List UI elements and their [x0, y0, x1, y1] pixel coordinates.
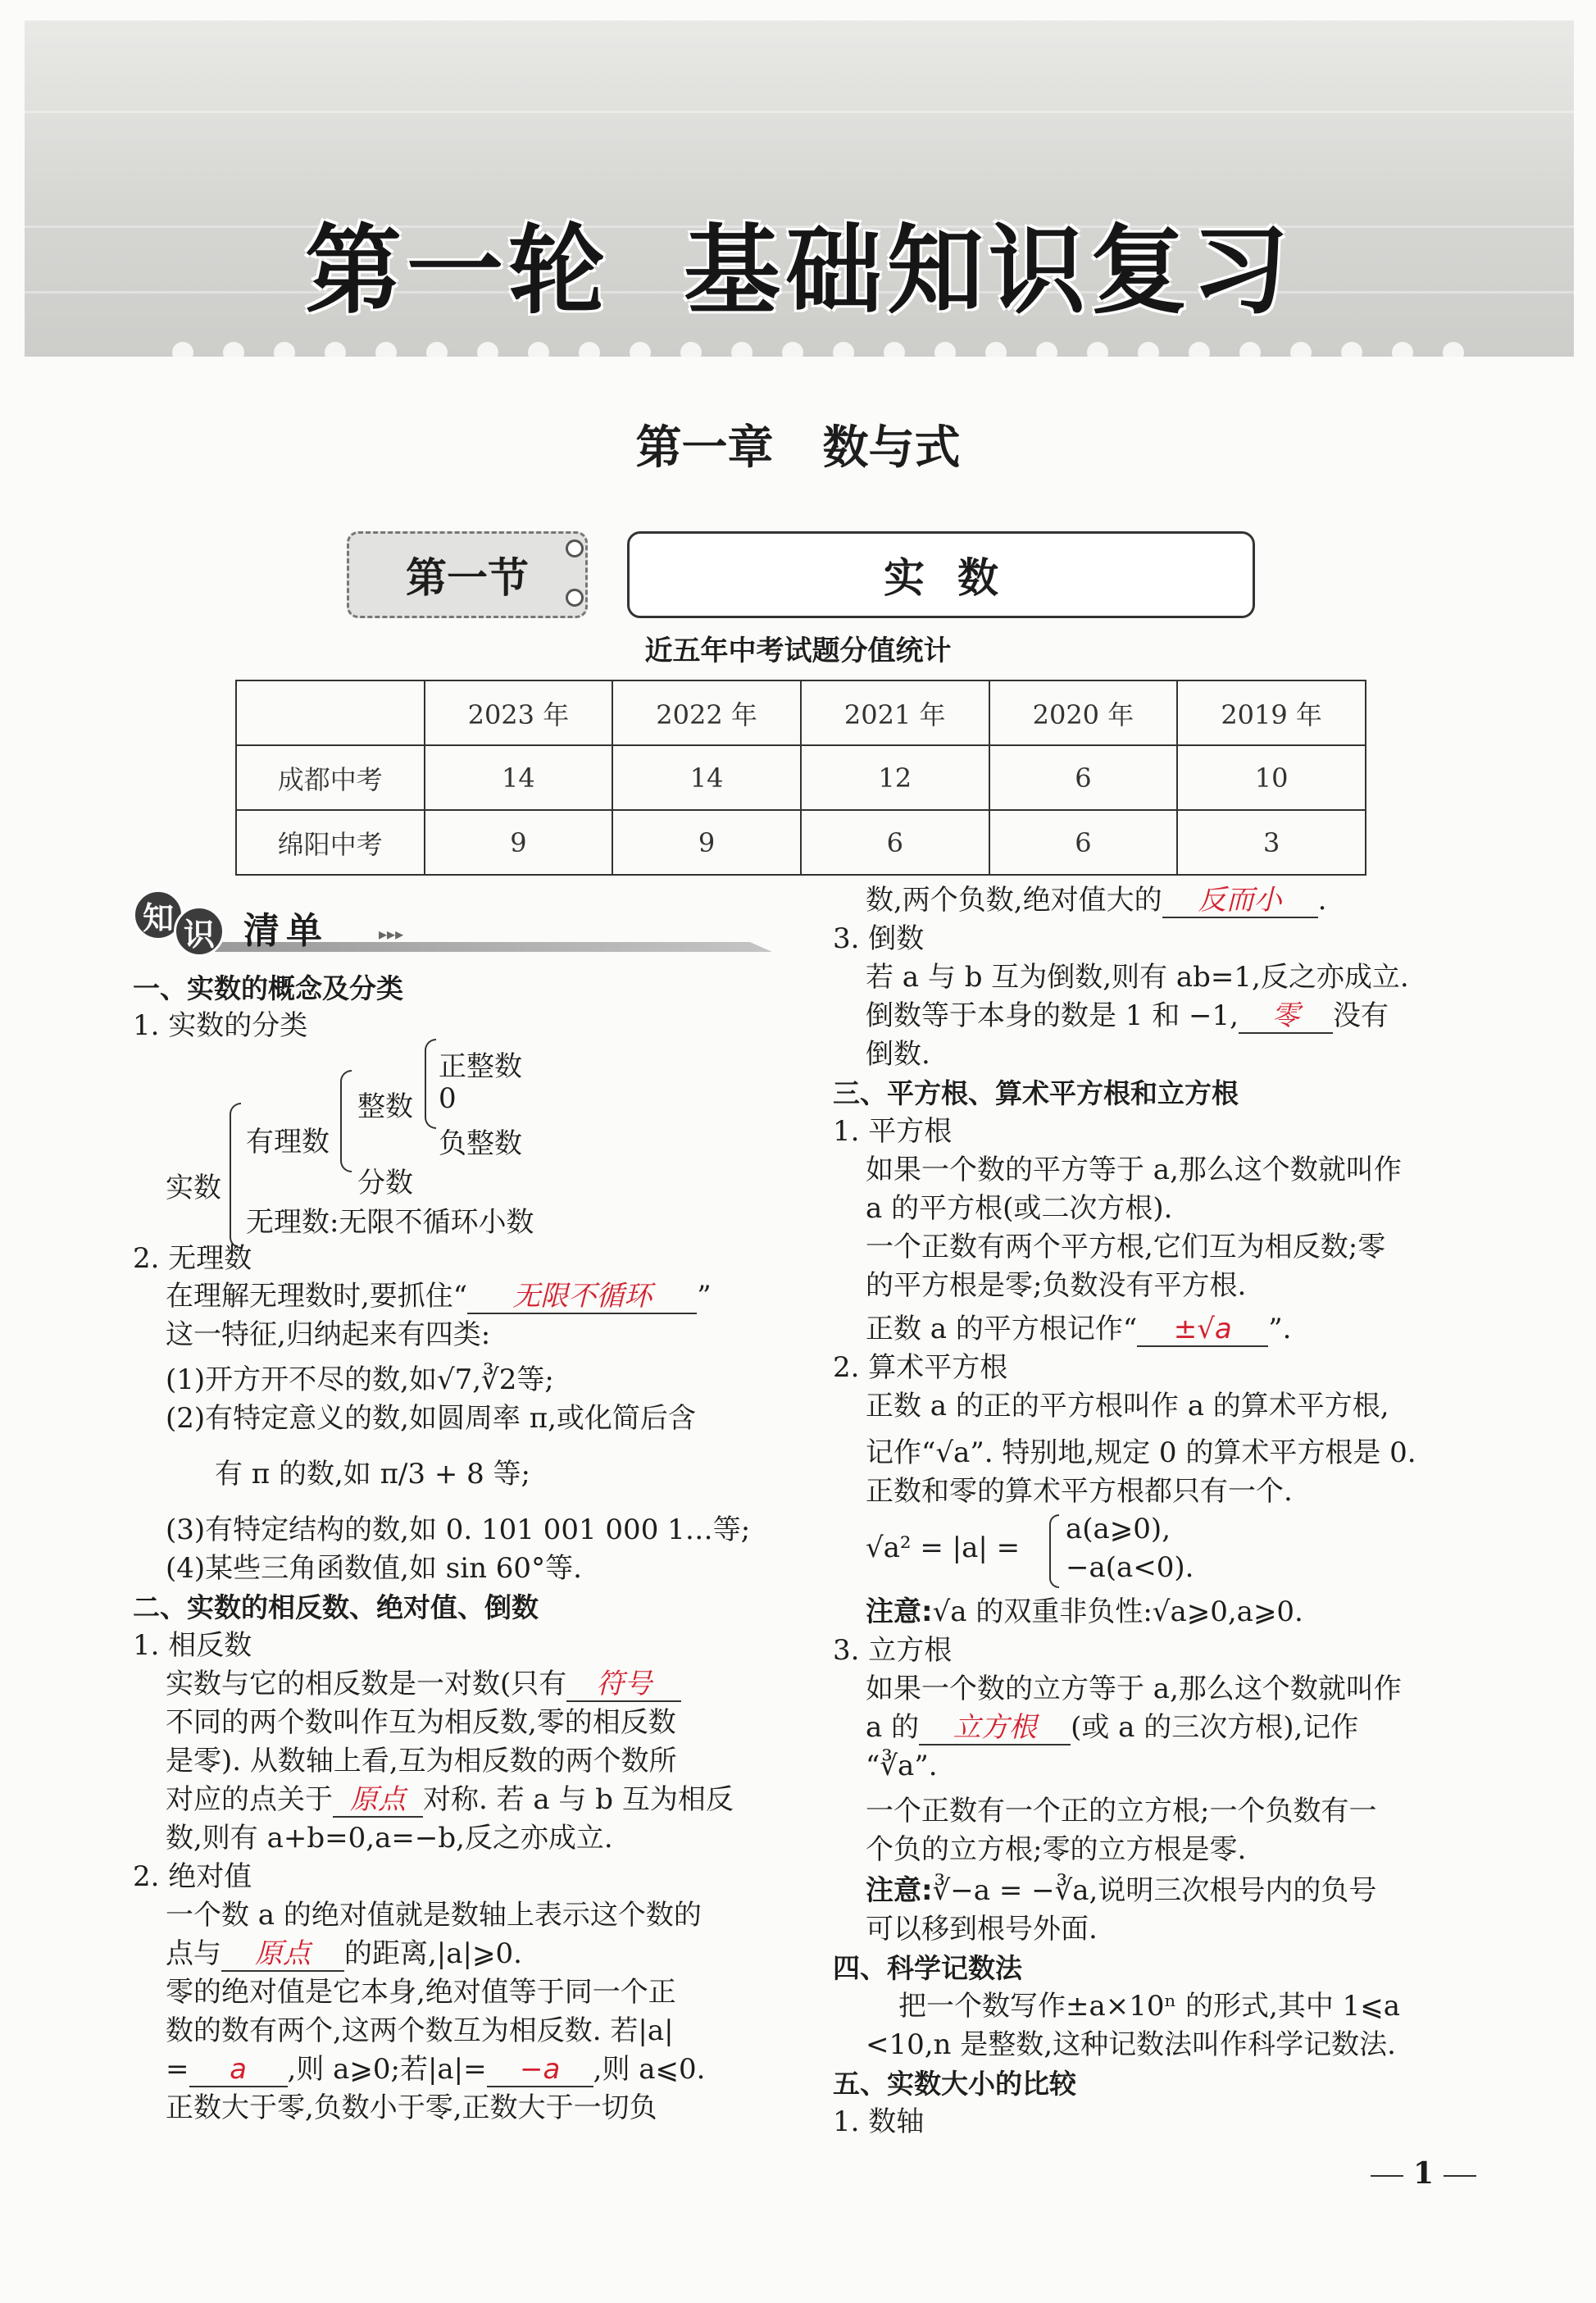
knowledge-circle-1: 知 [133, 890, 184, 940]
text-line: 有 π 的数,如 π/3 + 8 等; [215, 1458, 531, 1491]
text-line: 一个正数有两个平方根,它们互为相反数;零 [866, 1231, 1386, 1263]
text-fragment: ,则 a⩾0;若|a|= [287, 2053, 487, 2086]
text-fragment: 对应的点关于 [166, 1783, 333, 1816]
answer-blank: 原点 [221, 1937, 344, 1972]
text-line: 零的绝对值是它本身,绝对值等于同一个正 [166, 1976, 676, 2009]
heading-concepts: 一、实数的概念及分类 [133, 972, 403, 1004]
brace-icon [340, 1070, 352, 1172]
text-line: (3)有特定结构的数,如 0. 101 001 000 1…等; [166, 1513, 751, 1546]
note-cube-root [833, 1872, 1376, 1910]
text-fragment: = [166, 2053, 189, 2086]
brace-icon [425, 1039, 436, 1129]
banner-title [25, 193, 1574, 332]
text-fragment: ∛−a = −∛a,说明三次根号内的负号 [932, 1874, 1377, 1907]
text-fragment: 倒数等于本身的数是 1 和 −1, [866, 999, 1239, 1032]
subheading-cube-root: 3. 立方根 [833, 1634, 953, 1667]
text-line [133, 1781, 734, 1819]
text-fragment: 对称. 若 a 与 b 互为相反 [423, 1783, 734, 1816]
subheading-square-root: 1. 平方根 [833, 1115, 953, 1148]
heading-opposite-abs: 二、实数的相反数、绝对值、倒数 [133, 1591, 539, 1623]
text-fragment: ” [697, 1280, 712, 1313]
answer-blank: 无限不循环 [467, 1280, 697, 1314]
answer-blank: 反而小 [1162, 884, 1318, 918]
text-line: 正数大于零,负数小于零,正数大于一切负 [166, 2091, 657, 2124]
score-cell: 9 [612, 810, 801, 875]
tree-zero: 0 [439, 1082, 457, 1115]
arrows-icon: ▸▸▸ [379, 924, 404, 944]
answer-blank: 零 [1239, 999, 1333, 1034]
text-line [833, 881, 1326, 920]
tree-rational: 有理数 [246, 1126, 330, 1158]
score-cell: 14 [425, 745, 613, 810]
score-cell: 6 [989, 745, 1178, 810]
chapter-banner [25, 20, 1574, 357]
section-badge: 第一节 [347, 531, 588, 618]
answer-blank: −a [487, 2053, 593, 2087]
text-fragment: 实数与它的相反数是一对数(只有 [166, 1668, 567, 1700]
page-number-value: 1 [1413, 2156, 1435, 2191]
tree-real: 实数 [166, 1172, 221, 1204]
text-line: 如果一个数的平方等于 a,那么这个数就叫作 [866, 1154, 1402, 1186]
answer-blank: 符号 [566, 1668, 681, 1702]
chapter-name: 数与式 [822, 421, 961, 475]
chapter-title [0, 412, 1596, 477]
subheading-number-line: 1. 数轴 [833, 2105, 925, 2138]
text-line: 数的数有两个,这两个数互为相反数. 若|a| [166, 2014, 674, 2047]
note-nonneg [833, 1593, 1303, 1632]
text-line: 正数和零的算术平方根都只有一个. [866, 1475, 1293, 1508]
brace-icon [1049, 1514, 1059, 1588]
subheading-reciprocal: 3. 倒数 [833, 922, 925, 955]
answer-blank: a [189, 2053, 288, 2087]
heading-scientific-notation: 四、科学记数法 [833, 1952, 1022, 1984]
score-cell: 3 [1177, 810, 1366, 875]
text-line: 一个正数有一个正的立方根;一个负数有一 [866, 1795, 1377, 1827]
table-row [236, 745, 1366, 810]
knowledge-circle-2: 识 [174, 906, 225, 957]
text-line: 如果一个数的立方等于 a,那么这个数就叫作 [866, 1673, 1402, 1705]
text-line: a 的平方根(或二次方根). [866, 1192, 1173, 1225]
banner-texture [25, 111, 1574, 113]
subheading-absolute: 2. 绝对值 [133, 1860, 252, 1893]
tree-fraction: 分数 [357, 1167, 413, 1199]
ring-icon [566, 589, 584, 607]
text-line [133, 1935, 522, 1973]
row-label: 绵阳中考 [236, 810, 425, 875]
banner-title-part2: 基础知识复习 [684, 214, 1294, 327]
answer-blank: 原点 [333, 1783, 423, 1818]
chapter-number: 第一章 [635, 421, 774, 475]
text-line [133, 2050, 705, 2089]
text-fragment: (或 a 的三次方根),记作 [1071, 1711, 1359, 1744]
text-line: 倒数. [866, 1038, 930, 1071]
tree-integer: 整数 [357, 1090, 413, 1123]
formula-abs-root [833, 1529, 1020, 1568]
heading-roots: 三、平方根、算术平方根和立方根 [833, 1077, 1239, 1109]
tree-negative-integer: 负整数 [439, 1127, 522, 1160]
text-line: (1)开方开不尽的数,如√7,∛2等; [166, 1363, 554, 1396]
score-cell: 6 [989, 810, 1178, 875]
banner-title-part1: 第一轮 [304, 214, 610, 327]
text-fragment: 点与 [166, 1937, 221, 1970]
text-fragment: ,则 a⩽0. [593, 2053, 706, 2086]
table-header-row [236, 680, 1366, 745]
row-label: 成都中考 [236, 745, 425, 810]
text-line: 个负的立方根;零的立方根是零. [866, 1833, 1247, 1866]
text-line [833, 997, 1389, 1035]
text-fragment: 数,两个负数,绝对值大的 [866, 884, 1162, 917]
text-fragment: ”. [1268, 1313, 1292, 1345]
formula-case-2: −a(a<0). [1066, 1551, 1194, 1584]
text-line: 可以移到根号外面. [866, 1913, 1098, 1946]
knowledge-word: 清单 [243, 910, 329, 952]
heading-comparison: 五、实数大小的比较 [833, 2068, 1076, 2100]
text-fragment: 没有 [1332, 999, 1389, 1032]
table-corner-cell [236, 680, 425, 745]
formula-case-1: a(a⩾0), [1066, 1513, 1171, 1545]
text-fragment: a 的 [866, 1711, 920, 1744]
text-fragment: 在理解无理数时,要抓住“ [166, 1280, 468, 1313]
subheading-opposite: 1. 相反数 [133, 1629, 252, 1662]
score-cell: 9 [425, 810, 613, 875]
tree-positive-integer: 正整数 [439, 1050, 522, 1083]
formula-lhs: √a² = |a| = [866, 1532, 1021, 1564]
subheading-arithmetic-root: 2. 算术平方根 [833, 1351, 1008, 1384]
year-header: 2019 年 [1177, 680, 1366, 745]
text-line: <10,n 是整数,这种记数法叫作科学记数法. [866, 2028, 1396, 2061]
text-line: 正数 a 的正的平方根叫作 a 的算术平方根, [866, 1390, 1389, 1422]
text-line [833, 1709, 1358, 1747]
table-row [236, 810, 1366, 875]
note-label: 注意: [866, 1595, 933, 1628]
page-number [1361, 2156, 1486, 2191]
knowledge-list-banner [133, 890, 772, 963]
year-header: 2023 年 [425, 680, 613, 745]
stats-caption: 近五年中考试题分值统计 [644, 635, 952, 667]
subheading-classification: 1. 实数的分类 [133, 1009, 308, 1042]
text-line: 这一特征,归纳起来有四类: [166, 1318, 491, 1351]
binder-holes [172, 342, 1464, 357]
text-line: (2)有特定意义的数,如圆周率 π,或化简后含 [166, 1402, 696, 1435]
score-stats-table [235, 680, 1366, 876]
text-line: 数,则有 a+b=0,a=−b,反之亦成立. [166, 1822, 613, 1855]
score-cell: 12 [801, 745, 989, 810]
text-line: 一个数 a 的绝对值就是数轴上表示这个数的 [166, 1899, 702, 1932]
brace-icon [230, 1103, 241, 1249]
text-line: (4)某些三角函数值,如 sin 60°等. [166, 1552, 582, 1585]
text-line: 是零). 从数轴上看,互为相反数的两个数所 [166, 1745, 677, 1777]
tree-irrational: 无理数:无限不循环小数 [246, 1206, 534, 1239]
text-line: 的平方根是零;负数没有平方根. [866, 1269, 1247, 1302]
text-line: 不同的两个数叫作互为相反数,零的相反数 [166, 1706, 676, 1739]
text-fragment: √a 的双重非负性:√a⩾0,a⩾0. [932, 1595, 1303, 1628]
text-fragment: 的距离,|a|⩾0. [344, 1937, 522, 1970]
score-cell: 10 [1177, 745, 1366, 810]
text-line: 若 a 与 b 互为倒数,则有 ab=1,反之亦成立. [866, 961, 1409, 994]
text-line [133, 1665, 681, 1704]
text-line: 记作“√a”. 特别地,规定 0 的算术平方根是 0. [866, 1436, 1416, 1469]
year-header: 2020 年 [989, 680, 1178, 745]
year-header: 2021 年 [801, 680, 989, 745]
subheading-irrational: 2. 无理数 [133, 1242, 252, 1275]
ring-icon [566, 539, 584, 558]
text-line: “∛a”. [866, 1750, 938, 1782]
section-title: 实数 [627, 531, 1255, 618]
score-cell: 14 [612, 745, 801, 810]
score-cell: 6 [801, 810, 989, 875]
text-fragment: . [1317, 884, 1327, 917]
text-irrational-key [133, 1277, 712, 1316]
year-header: 2022 年 [612, 680, 801, 745]
note-label: 注意: [866, 1874, 933, 1907]
real-number-tree [156, 1037, 631, 1250]
answer-blank: ±√a [1137, 1313, 1268, 1347]
text-fragment: 正数 a 的平方根记作“ [866, 1313, 1138, 1345]
text-line [833, 1310, 1291, 1349]
text-line: 把一个数写作±a×10ⁿ 的形式,其中 1⩽a [898, 1990, 1401, 2023]
answer-blank: 立方根 [919, 1711, 1071, 1745]
